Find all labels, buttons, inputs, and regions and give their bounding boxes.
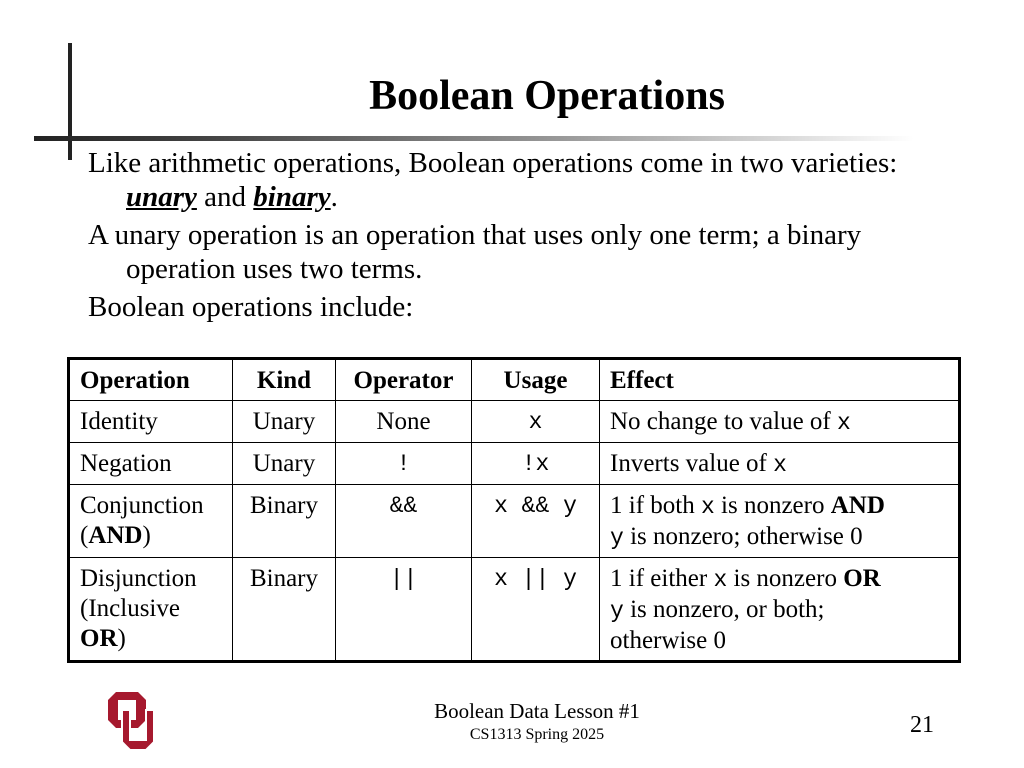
header-operator: Operator [336, 359, 472, 401]
operation-alias: AND [88, 522, 143, 549]
cell-usage: x && y [472, 485, 600, 558]
operation-name: Identity [80, 408, 158, 435]
table-row [69, 485, 960, 558]
cell-effect [600, 558, 960, 662]
operation-name: Disjunction [80, 565, 197, 592]
cell-operation: Conjunction (AND) [69, 485, 233, 558]
cell-kind: Unary [233, 443, 336, 485]
text: . [330, 181, 338, 213]
text: Inverts value of [610, 450, 774, 477]
text: is nonzero; otherwise 0 [623, 523, 863, 550]
cell-operator: None [336, 401, 472, 443]
cell-effect [600, 401, 960, 443]
header-effect: Effect [600, 359, 960, 401]
term-unary: unary [126, 181, 197, 213]
term-binary: binary [253, 181, 331, 213]
boolean-operations-table [67, 357, 961, 663]
text: is nonzero, or both; [623, 596, 825, 623]
operation-detail: (Inclusive [80, 595, 180, 622]
text: is nonzero [727, 565, 844, 592]
operation-name: Conjunction [80, 492, 204, 519]
keyword: AND [830, 492, 885, 519]
variable: y [610, 598, 624, 624]
footer-lesson: Boolean Data Lesson #1 [434, 699, 640, 723]
table-row [69, 443, 960, 485]
cell-operation: Disjunction (Inclusive OR) [69, 558, 233, 662]
header-kind: Kind [233, 359, 336, 401]
cell-operation [69, 443, 233, 485]
cell-operation [69, 401, 233, 443]
text: otherwise 0 [610, 627, 726, 654]
text: 1 if both [610, 492, 701, 519]
table-row [69, 401, 960, 443]
text: Like arithmetic operations, Boolean operations come in two varieties: [88, 147, 898, 179]
cell-kind: Binary [233, 558, 336, 662]
cell-operator: || [336, 558, 472, 662]
keyword: OR [843, 565, 881, 592]
decorative-horizontal-line [34, 136, 914, 141]
header-usage: Usage [472, 359, 600, 401]
slide-body [88, 146, 968, 328]
variable: x [773, 452, 787, 478]
slide-title: Boolean Operations [369, 73, 725, 119]
bullet-1 [88, 146, 968, 214]
operation-name: Negation [80, 450, 172, 477]
table-header-row [69, 359, 960, 401]
cell-operator: ! [336, 443, 472, 485]
bullet-3: Boolean operations include: [88, 291, 414, 323]
cell-usage: !x [472, 443, 600, 485]
footer-course: CS1313 Spring 2025 [469, 726, 605, 743]
variable: x [837, 410, 851, 436]
cell-usage: x [472, 401, 600, 443]
text: is nonzero [714, 492, 831, 519]
page-number: 21 [910, 712, 934, 738]
cell-kind: Unary [233, 401, 336, 443]
cell-usage: x || y [472, 558, 600, 662]
variable: x [713, 567, 728, 593]
variable: x [700, 494, 715, 520]
cell-effect [600, 485, 960, 558]
text: and [196, 181, 254, 213]
header-operation: Operation [69, 359, 233, 401]
cell-effect [600, 443, 960, 485]
table-row [69, 558, 960, 662]
variable: y [610, 525, 624, 551]
operation-alias: OR [80, 625, 118, 652]
text: 1 if either [610, 565, 714, 592]
bullet-2: A unary operation is an operation that uses only one term; a binary operation uses two terms. [88, 219, 862, 285]
text: No change to value of [610, 408, 838, 435]
cell-operator: && [336, 485, 472, 558]
cell-kind: Binary [233, 485, 336, 558]
